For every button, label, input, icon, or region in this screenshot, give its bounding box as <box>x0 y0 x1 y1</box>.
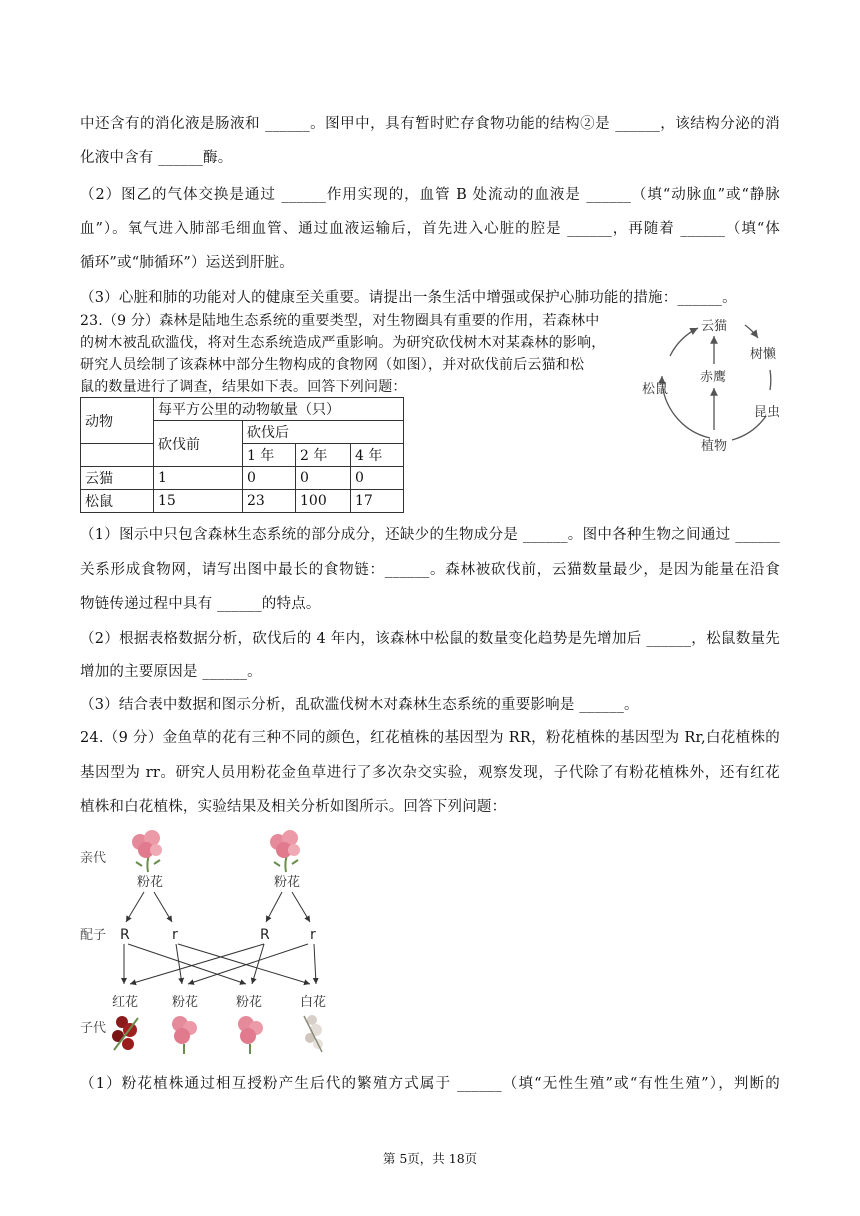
table-row <box>81 467 404 490</box>
node-squirrel: 松鼠 <box>642 382 669 397</box>
offspring-red-label: 红花 <box>112 995 139 1010</box>
q24-line-2: 基因型为 rr。研究人员用粉花金鱼草进行了多次杂交实验，观察发现，子代除了有粉花植株外，还有红花 <box>80 765 780 781</box>
table-header-after: 砍伐后 <box>243 421 404 444</box>
food-web-diagram <box>640 308 790 458</box>
table-cell: 0 <box>351 467 404 490</box>
offspring-white-label: 白花 <box>300 995 327 1010</box>
parent-1-phenotype: 粉花 <box>137 875 164 890</box>
offspring-red-flower-icon <box>112 1016 138 1050</box>
offspring-pink-label-2: 粉花 <box>236 995 263 1010</box>
offspring-white-flower-icon <box>304 1015 323 1052</box>
table-blank <box>81 444 154 467</box>
q23-2-line-2: 增加的主要原因是 ______。 <box>80 664 262 680</box>
table-cell: 17 <box>351 490 404 513</box>
table-cell: 松鼠 <box>81 490 154 513</box>
q23-2-line-1: （2）根据表格数据分析，砍伐后的 4 年内，该森林中松鼠的数量变化趋势是先增加后 ______，松鼠数量先 <box>80 631 780 647</box>
table-header-animal: 动物 <box>81 398 154 444</box>
offspring-pink-flower-1-icon <box>172 1016 197 1054</box>
table-cell: 1 <box>154 467 243 490</box>
node-hawk: 赤鹰 <box>700 370 727 385</box>
table-year: 4 年 <box>351 444 404 467</box>
q22-2-line-1: （2）图乙的气体交换是通过 ______作用实现的，血管 B 处流动的血液是 ______（填“动脉血”或“静脉 <box>80 187 780 203</box>
parent-pink-flower-2-icon <box>270 830 300 872</box>
node-cloud-cat: 云猫 <box>701 319 728 334</box>
q24-1-line-1: （1）粉花植株通过相互授粉产生后代的繁殖方式属于 ______（填“无性生殖”或“有性生殖”），判断的 <box>80 1076 780 1092</box>
q22-line-2: 化液中含有 ______酶。 <box>80 150 233 166</box>
gamete-r-2: r <box>310 927 316 943</box>
arrow-plant-squirrel <box>662 376 710 438</box>
q23-intro-3: 研究人员绘制了该森林中部分生物构成的食物网（如图），并对砍伐前后云猫和松 <box>80 357 585 373</box>
table-year: 1 年 <box>243 444 296 467</box>
table-cell: 0 <box>243 467 296 490</box>
q23-intro-4: 鼠的数量进行了调查，结果如下表。回答下列问题： <box>80 379 407 395</box>
table-cell: 100 <box>296 490 351 513</box>
q23-1-line-3: 物链传递过程中具有 ______的特点。 <box>80 596 321 612</box>
parent-pink-flower-1-icon <box>132 830 162 872</box>
q22-3-line: （3）心脏和肺的功能对人的健康至关重要。请提出一条生活中增强或保护心肺功能的措施：______。 <box>80 290 737 306</box>
offspring-pink-flower-2-icon <box>238 1016 263 1054</box>
table-cell: 云猫 <box>81 467 154 490</box>
q22-line-1: 中还含有的消化液是肠液和 ______。图甲中，具有暂时贮存食物功能的结构②是 ______，该结构分泌的消 <box>80 116 780 132</box>
genetics-cross-diagram <box>78 822 348 1062</box>
parent-generation-label: 亲代 <box>80 851 107 866</box>
q23-3-line: （3）结合表中数据和图示分析，乱砍滥伐树木对森林生态系统的重要影响是 ______。 <box>80 697 639 713</box>
table-header-density: 每平方公里的动物敏量（只） <box>154 398 404 421</box>
q23-1-line-1: （1）图示中只包含森林生态系统的部分成分，还缺少的生物成分是 ______。图中各种生物之间通过 ______ <box>80 527 780 543</box>
table-header-before: 砍伐前 <box>154 421 243 467</box>
q24-line-1: 24.（9 分）金鱼草的花有三种不同的颜色，红花植株的基因型为 RR，粉花植株的基因型为 Rr,白花植株的 <box>80 730 780 746</box>
q22-2-line-2: 血”）。氧气进入肺部毛细血管、通过血液运输后，首先进入心脏的腔是 ______，再随着 ______（填“体 <box>80 221 780 237</box>
q23-intro-2: 的树木被乱砍滥伐，将对生态系统造成严重影响。为研究砍伐树木对某森林的影响， <box>80 335 606 351</box>
node-plant: 植物 <box>701 439 728 454</box>
arrow-squirrel-cat <box>670 328 698 356</box>
q22-2-line-3: 循环”或“肺循环”）运送到肝脏。 <box>80 255 294 271</box>
page-footer: 第 5页，共 18页 <box>382 1151 478 1166</box>
gamete-R-2: R <box>260 927 270 943</box>
table-cell: 0 <box>296 467 351 490</box>
q23-intro-1: 23.（9 分）森林是陆地生态系统的重要类型，对生物圈具有重要的作用，若森林中 <box>80 313 600 329</box>
offspring-label: 子代 <box>80 1021 107 1036</box>
table-row <box>81 490 404 513</box>
q24-line-3: 植株和白花植株，实验结果及相关分析如图所示。回答下列问题： <box>80 799 507 815</box>
table-cell: 23 <box>243 490 296 513</box>
gamete-R-1: R <box>120 927 130 943</box>
animal-density-table <box>80 397 404 513</box>
gamete-label: 配子 <box>80 928 107 943</box>
table-cell: 15 <box>154 490 243 513</box>
arc-sloth-insect <box>770 370 771 390</box>
node-insect: 昆虫 <box>754 405 781 420</box>
gamete-r-1: r <box>172 927 178 943</box>
q23-1-line-2: 关系形成食物网，请写出图中最长的食物链：______。森林被砍伐前，云猫数量最少，是因为能量在沿食 <box>80 562 780 578</box>
offspring-pink-label-1: 粉花 <box>172 995 199 1010</box>
parent-2-phenotype: 粉花 <box>274 875 301 890</box>
arrow-sloth-cat <box>745 325 758 338</box>
table-year: 2 年 <box>296 444 351 467</box>
node-sloth: 树懒 <box>750 347 777 362</box>
